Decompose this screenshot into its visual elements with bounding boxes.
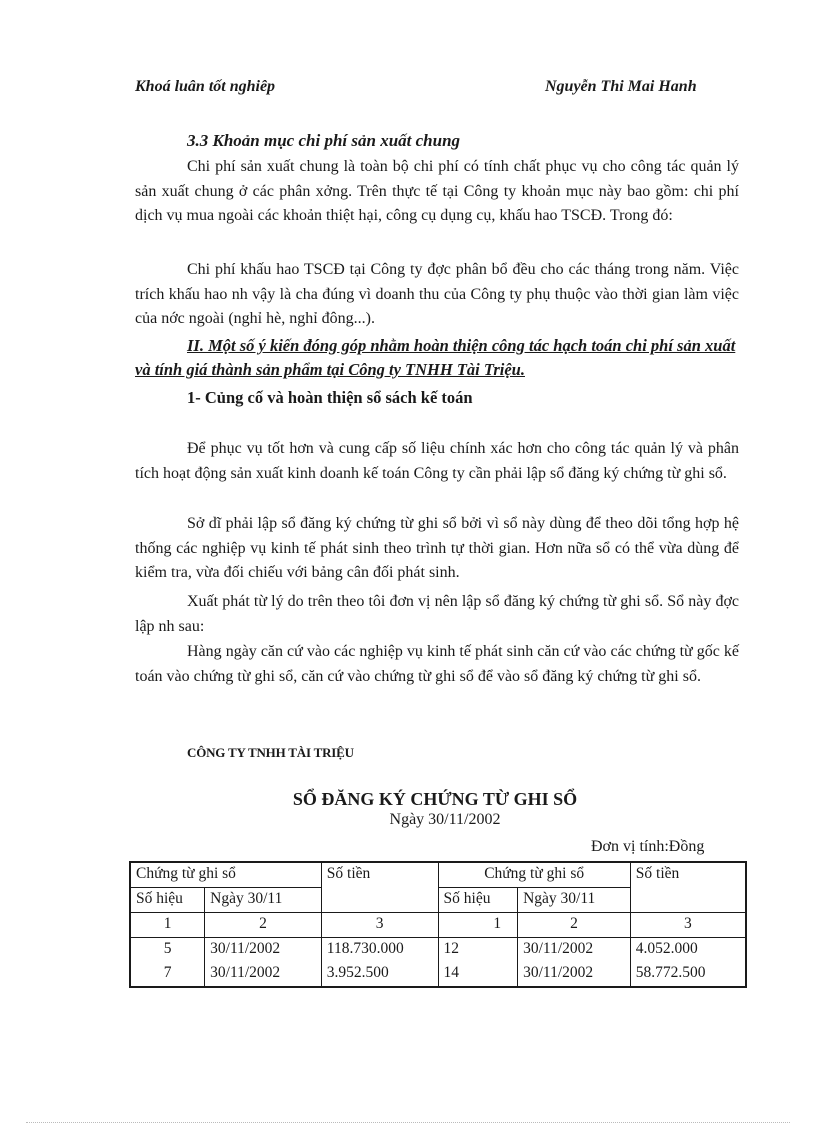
section-title: 3.3 Khoản mục chi phí sản xuất chung	[187, 131, 461, 150]
col-date-right: Ngày 30/11	[518, 888, 631, 913]
group-header-left: Chứng từ ghi sổ	[130, 862, 321, 888]
entry-amount: 3.952.500	[321, 962, 438, 987]
header-left: Khoá luân tốt nghiêp	[135, 78, 276, 95]
amount-header-left: Số tiền	[321, 862, 438, 913]
paragraph: Chi phí sản xuất chung là toàn bộ chi phí có tính chất phục vụ cho công tác quản lý sản xuất chung ở các phân xởng. Trên thực tế tại Công ty khoản mục này bao gồm: chi phí dịch vụ mua ngoài các khoản thiệt hại, công cụ dụng cụ, khấu hao TSCĐ. Trong đó:	[135, 158, 739, 224]
entry-date: 30/11/2002	[205, 938, 322, 963]
paragraph: Chi phí khấu hao TSCĐ tại Công ty đợc phân bổ đều cho các tháng trong năm. Việc trích khấu hao nh vậy là cha đúng vì doanh thu của Công ty phụ thuộc vào thời gian làm việc của nớc ngoài (nghỉ hè, nghỉ đông...).	[135, 261, 739, 327]
entry-date: 30/11/2002	[205, 962, 322, 987]
paragraph: Sở dĩ phải lập sổ đăng ký chứng từ ghi sổ bởi vì sổ này dùng để theo dõi tổng hợp hệ thống các nghiệp vụ kinh tế phát sinh theo trình tự thời gian. Hơn nữa sổ có thể vừa dùng để kiểm tra, vừa đối chiếu với bảng cân đối phát sinh.	[135, 515, 739, 581]
register-date: Ngày 30/11/2002	[389, 811, 501, 828]
entry-amount: 118.730.000	[321, 938, 438, 963]
table-row	[130, 938, 746, 963]
table-index-row	[130, 913, 746, 938]
company-name: CÔNG TY TNHH TÀI TRIỆU	[187, 745, 354, 760]
index-cell: 3	[630, 913, 746, 938]
entry-number: 14	[438, 962, 518, 987]
index-cell: 1	[438, 913, 518, 938]
paragraph: Hàng ngày căn cứ vào các nghiệp vụ kinh tế phát sinh căn cứ vào các chứng từ gốc kế toán vào chứng từ ghi sổ, căn cứ vào chứng từ ghi sổ để vào sổ đăng ký chứng từ ghi sổ.	[135, 643, 739, 685]
entry-date: 30/11/2002	[518, 938, 631, 963]
register-table	[129, 861, 747, 988]
group-header-right: Chứng từ ghi sổ	[438, 862, 630, 888]
paragraph: Xuất phát từ lý do trên theo tôi đơn vị nên lập sổ đăng ký chứng từ ghi sổ. Sổ này đợc lập nh sau:	[135, 593, 739, 635]
table-header-row	[130, 862, 746, 888]
sub-heading: 1- Củng cố và hoàn thiện sổ sách kế toán	[187, 388, 473, 407]
index-cell: 2	[205, 913, 322, 938]
col-number-right: Số hiệu	[438, 888, 518, 913]
header-right: Nguyễn Thi Mai Hanh	[545, 78, 697, 95]
col-number-left: Số hiệu	[130, 888, 205, 913]
amount-header-right: Số tiền	[630, 862, 746, 913]
table-row	[130, 962, 746, 987]
entry-date: 30/11/2002	[518, 962, 631, 987]
part-heading: II. Một số ý kiến đóng góp nhằm hoàn thiện công tác hạch toán chi phí sản xuất và tính giá thành sản phẩm tại Công ty TNHH Tài Triệu.	[135, 336, 736, 379]
entry-amount: 4.052.000	[630, 938, 746, 963]
index-cell: 2	[518, 913, 631, 938]
col-date-left: Ngày 30/11	[205, 888, 322, 913]
entry-number: 5	[130, 938, 205, 963]
entry-amount: 58.772.500	[630, 962, 746, 987]
index-cell: 3	[321, 913, 438, 938]
register-title: SỔ ĐĂNG KÝ CHỨNG TỪ GHI SỔ	[292, 789, 578, 809]
paragraph: Để phục vụ tốt hơn và cung cấp số liệu chính xác hơn cho công tác quản lý và phân tích hoạt động sản xuất kinh doanh kế toán Công ty cần phải lập sổ đăng ký chứng từ ghi sổ.	[135, 440, 739, 482]
index-cell: 1	[130, 913, 205, 938]
entry-number: 7	[130, 962, 205, 987]
unit-label: Đơn vị tính:Đồng	[591, 838, 705, 855]
entry-number: 12	[438, 938, 518, 963]
